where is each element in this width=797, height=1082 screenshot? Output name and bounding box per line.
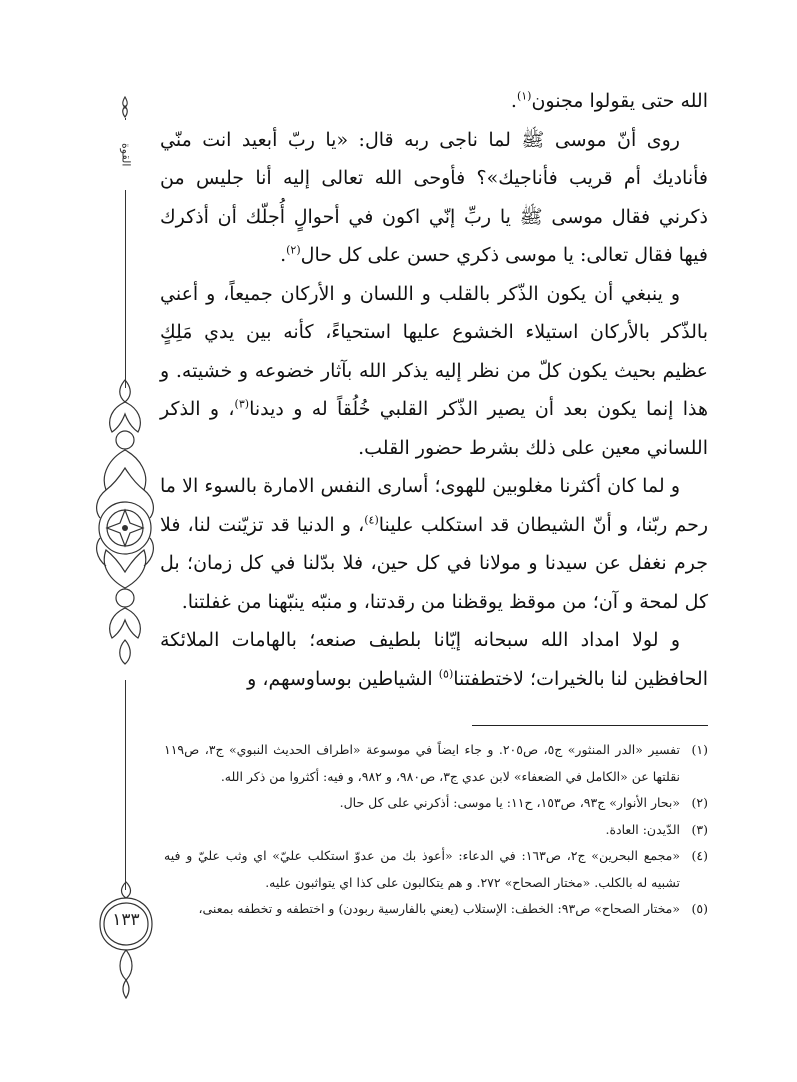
footnote-divider <box>472 725 708 726</box>
top-flourish-icon <box>114 96 136 118</box>
footnote-number: (١) <box>691 742 708 757</box>
paragraph-5: و لولا امداد الله سبحانه إيّانا بلطيف صنعه؛ بالهامات الملائكة الحافظين لنا بالخيرات؛ لاختطفتنا$^{(٥)}$ الشياطين بوساوسهم، و <box>160 629 708 690</box>
footnote-number: (٢) <box>691 795 708 810</box>
paragraph-1: الله حتى يقولوا مجنون$^{(١)}$. <box>510 89 708 112</box>
page-number-medallion-icon <box>94 880 158 1000</box>
footnote-number: (٣) <box>691 821 708 837</box>
footnote-number: (٤) <box>691 848 709 863</box>
footnotes <box>164 737 708 923</box>
footnote-4: (٤)«مجمع البحرين» ج٢، ص١٦٣: في الدعاء: «أعوذ بك من عدوّ استكلب عليّ» اي وثب عليّ و فيه تشبيه له بالكلب. «مختار الصحاح» ٢٧٢. و هم يتكالبون على كذا اي يتواثبون عليه. <box>164 843 708 896</box>
paragraph-4: و لما كان أكثرنا مغلوبين للهوى؛ أسارى النفس الامارة بالسوء الا ما رحم ربّنا، و أنّ الشيطان قد استكلب علينا$^{(٤)}$، و الدنيا قد تزيّنت لنا، فلا جرم نغفل عن سيدنا و مولانا في كل حين، فلا بدّلنا في كل زمان؛ بل كل لمحة و آن؛ من موقظ يوقظنا من رقدتنا، و منبّه ينبّهنا من غفلتنا. <box>160 475 709 613</box>
footnote-ref: (٤) <box>364 513 379 527</box>
floral-ornament-icon <box>86 378 164 678</box>
section-label: القوة <box>111 120 141 190</box>
paragraph-2: روى أنّ موسى ﷺ لما ناجى ربه قال: «يا ربّ أبعيد انت منّي فأناديك أم قريب فأناجيك»؟ فأوحى الله تعالى إليه أنا جليس من ذكرني فقال موسى ﷺ يا ربِّ إنّي اكون في أحوالٍ أُجلّك أن أذكرك فيها فقال تعالى: يا موسى ذكري حسن على كل حال$^{(٢)}$. <box>160 128 708 266</box>
footnote-ref: (٥) <box>438 667 454 681</box>
footnote-5: (٥)«مختار الصحاح» ص٩٣: الخطف: الإستلاب (يعني بالفارسية ربودن) و اختطفه و تخطفه بمعنى، <box>164 896 708 923</box>
footnote-ref: (١) <box>516 89 532 103</box>
margin-rule-bottom <box>125 680 126 890</box>
footnote-number: (٥) <box>691 901 708 916</box>
footnote-2: (٢)«بحار الأنوار» ج٩٣، ص١٥٣، ح١١: يا موسى: أذكرني على كل حال. <box>164 790 708 817</box>
margin-ornament-column <box>80 0 170 1082</box>
footnote-ref: (٣) <box>234 397 250 411</box>
paragraph-3: و ينبغي أن يكون الذّكر بالقلب و اللسان و الأركان جميعاً، و أعني بالذّكر بالأركان استيلاء الخشوع عليها استحياءً، كأنه بين يدي مَلِكٍ عظيم بحيث يكون كلّ من نظر إليه يذكر الله بآثار خضوعه و خشيته. و هذا إنما يكون بعد أن يصير الذّكر القلبي خُلُقاً له و ديدنا$^{(٣)}$، و الذكر اللساني معين على ذلك بشرط حضور القلب. <box>160 282 708 459</box>
footnote-1: (١)تفسير «الدر المنثور» ج٥، ص٢٠٥. و جاء ايضاً في موسوعة «اطراف الحديث النبوي» ج٣، ص١١٩ نقلتها عن «الكامل في الضعفاء» لابن عدي ج٣، ص٩٨٠، و ٩٨٢، و فيه: أكثروا من ذكر الله. <box>164 737 708 790</box>
main-text <box>160 82 708 698</box>
footnote-3: (٣)الدّيدن: العادة. <box>164 817 708 844</box>
footnote-ref: (٢) <box>286 243 301 257</box>
page-number: ١٣٣ <box>112 910 140 930</box>
